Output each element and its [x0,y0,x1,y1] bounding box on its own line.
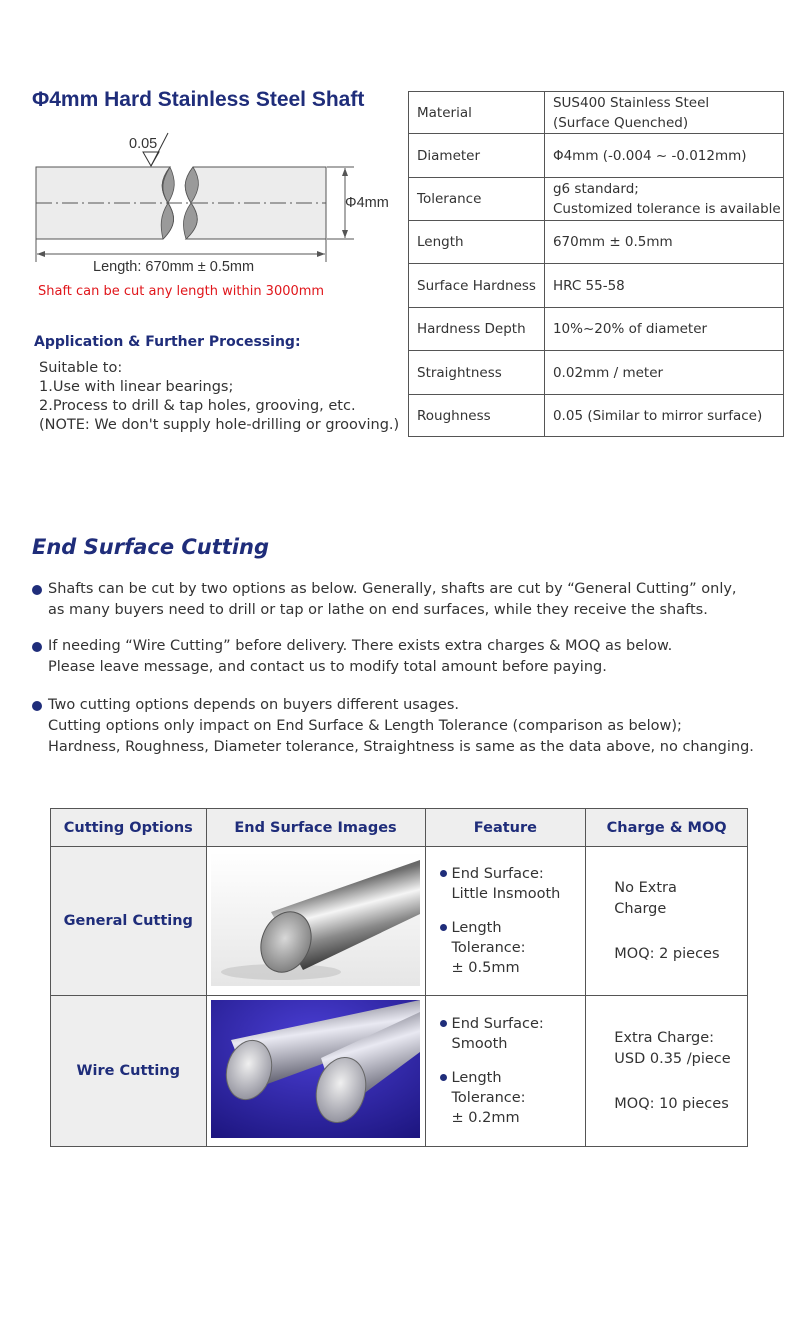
spec-label: Diameter [409,134,545,178]
spec-value: 0.05 (Similar to mirror surface) [544,395,783,437]
shaft-diagram [0,125,400,275]
spec-label: Material [409,92,545,134]
column-header: Cutting Options [51,809,207,847]
column-header: Feature [425,809,586,847]
feature-item: End Surface: Smooth [438,1014,580,1054]
column-header: End Surface Images [206,809,425,847]
end-surface-image [206,847,425,996]
spec-value: g6 standard; Customized tolerance is available [544,178,783,221]
feature-cell [425,996,586,1147]
spec-row [409,351,784,395]
bullet-line: Please leave message, and contact us to modify total amount before paying. [48,659,607,675]
bullet-dot-icon [440,924,447,931]
cut-length-note: Shaft can be cut any length within 3000mm [38,284,325,299]
table-header-row [51,809,748,847]
charge-text: No Extra Charge [614,879,677,917]
charge-cell [586,996,748,1147]
spec-value: 0.02mm / meter [544,351,783,395]
feature-item: Length Tolerance: ± 0.5mm [438,918,580,978]
spec-row [409,134,784,178]
table-row [51,996,748,1147]
general-cut-shaft-photo [211,852,420,986]
spec-label: Straightness [409,351,545,395]
bullet-dot-icon [32,585,42,595]
section-title: End Surface Cutting [32,535,269,559]
bullet-line: Two cutting options depends on buyers different usages. [48,697,459,713]
bullet-line: If needing “Wire Cutting” before delivery. There exists extra charges & MOQ as below. [48,638,673,654]
bullet-line: Cutting options only impact on End Surface & Length Tolerance (comparison as below); [48,718,682,734]
moq-text: MOQ: 10 pieces [614,1095,729,1112]
wire-cut-shaft-photo [211,1000,420,1138]
spec-row [409,178,784,221]
spec-row [409,264,784,308]
spec-row [409,395,784,437]
tolerance-mark-label: 0.05 [129,136,158,152]
feature-cell [425,847,586,996]
application-line: 2.Process to drill & tap holes, grooving, etc. [39,398,356,414]
application-list [39,359,399,435]
spec-row [409,92,784,134]
cutting-option-name: Wire Cutting [51,996,207,1147]
info-bullet [30,636,672,678]
spec-label: Roughness [409,395,545,437]
application-line: (NOTE: We don't supply hole-drilling or grooving.) [39,417,400,433]
bullet-dot-icon [32,642,42,652]
feature-item: Length Tolerance: ± 0.2mm [438,1068,580,1128]
cutting-options-table [50,808,748,1147]
bullet-dot-icon [440,1020,447,1027]
application-line: Suitable to: [39,360,123,376]
feature-item: End Surface: Little Insmooth [438,864,580,904]
spec-value: HRC 55-58 [544,264,783,308]
spec-label: Surface Hardness [409,264,545,308]
end-surface-image [206,996,425,1147]
cutting-option-name: General Cutting [51,847,207,996]
info-bullet [30,695,754,758]
charge-text: Extra Charge: USD 0.35 /piece [614,1029,731,1067]
column-header: Charge & MOQ [586,809,748,847]
spec-value: 10%~20% of diameter [544,308,783,351]
page-title: Φ4mm Hard Stainless Steel Shaft [32,88,365,111]
table-row [51,847,748,996]
spec-label: Hardness Depth [409,308,545,351]
spec-row [409,221,784,264]
moq-text: MOQ: 2 pieces [614,945,720,962]
spec-table [408,91,784,437]
bullet-line: as many buyers need to drill or tap or lathe on end surfaces, while they receive the shafts. [48,602,708,618]
spec-label: Tolerance [409,178,545,221]
diameter-label: Φ4mm [345,195,389,211]
bullet-line: Hardness, Roughness, Diameter tolerance, Straightness is same as the data above, no changing. [48,739,754,755]
application-line: 1.Use with linear bearings; [39,379,234,395]
spec-value: SUS400 Stainless Steel (Surface Quenched) [544,92,783,134]
spec-label: Length [409,221,545,264]
application-title: Application & Further Processing: [34,334,301,350]
bullet-line: Shafts can be cut by two options as below. Generally, shafts are cut by “General Cutting” only, [48,581,737,597]
bullet-dot-icon [440,870,447,877]
info-bullet [30,579,737,621]
bullet-dot-icon [32,701,42,711]
spec-row [409,308,784,351]
length-label: Length: 670mm ± 0.5mm [93,259,255,275]
spec-value: Φ4mm (-0.004 ~ -0.012mm) [544,134,783,178]
spec-value: 670mm ± 0.5mm [544,221,783,264]
bullet-dot-icon [440,1074,447,1081]
charge-cell [586,847,748,996]
